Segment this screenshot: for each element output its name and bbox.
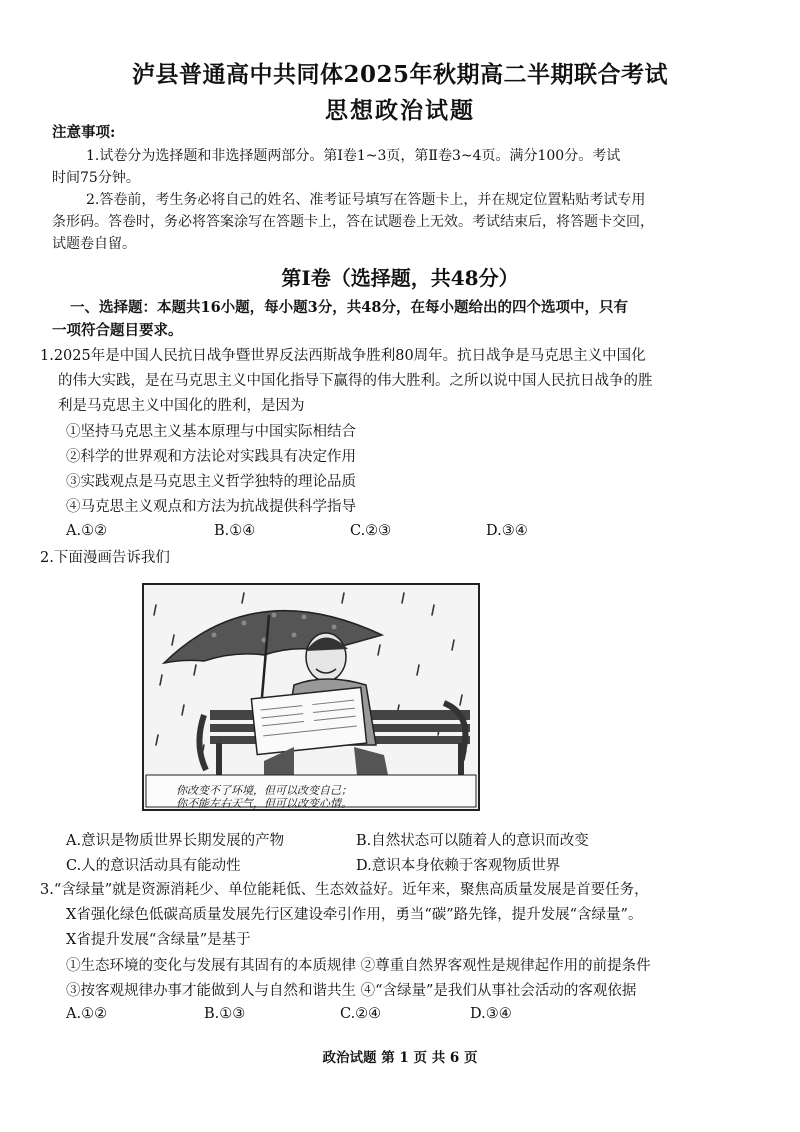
- q2-option-b: B.自然状态可以随着人的意识而改变: [356, 833, 589, 849]
- q1-statement-2: ②科学的世界观和方法论对实践具有决定作用: [66, 449, 356, 465]
- cartoon-image: [142, 583, 480, 811]
- notice-heading: 注意事项:: [52, 124, 116, 141]
- q3-statements-3-4: ③按客观规律办事才能做到人与自然和谐共生 ④“含绿量”是我们从事社会活动的客观依据: [66, 983, 637, 999]
- q1-stem-line-3: 利是马克思主义中国化的胜利，是因为: [58, 398, 305, 414]
- q1-option-c: C.②③: [350, 523, 392, 539]
- q3-stem-line-2: X省强化绿色低碳高质量发展先行区建设牵引作用，勇当“碳”路先锋，提升发展“含绿量”。: [66, 907, 643, 923]
- page-footer: 政治试题 第 1 页 共 6 页: [322, 1050, 478, 1066]
- notice-item-2-line-3: 试题卷自留。: [52, 236, 136, 252]
- cartoon-caption-line-2: 你不能左右天气，但可以改变心情。: [176, 797, 352, 810]
- section-instruction-line-2: 一项符合题目要求。: [52, 322, 183, 339]
- q3-option-d: D.③④: [470, 1006, 512, 1022]
- q1-option-a: A.①②: [66, 523, 108, 539]
- q2-stem: 2.下面漫画告诉我们: [40, 550, 170, 566]
- q3-option-b: B.①③: [204, 1006, 246, 1022]
- cartoon-caption: [176, 784, 352, 810]
- q3-stem-line-1: 3.“含绿量”就是资源消耗少、单位能耗低、生态效益好。近年来，聚焦高质量发展是首要任务，: [40, 882, 649, 898]
- q1-stem-line-1: 1.2025年是中国人民抗日战争暨世界反法西斯战争胜利80周年。抗日战争是马克思主义中国化: [40, 348, 646, 364]
- notice-item-2-line-1: 2.答卷前，考生务必将自己的姓名、准考证号填写在答题卡上，并在规定位置粘贴考试专用: [86, 192, 646, 208]
- q3-option-c: C.②④: [340, 1006, 382, 1022]
- cartoon-drawing: [144, 585, 478, 809]
- q2-option-c: C.人的意识活动具有能动性: [66, 858, 241, 874]
- q1-statement-1: ①坚持马克思主义基本原理与中国实际相结合: [66, 424, 356, 440]
- q1-statement-3: ③实践观点是马克思主义哲学独特的理论品质: [66, 474, 356, 490]
- q3-stem-line-3: X省提升发展“含绿量”是基于: [66, 932, 251, 948]
- exam-title: 泸县普通高中共同体2025年秋期高二半期联合考试: [131, 61, 668, 88]
- q1-option-d: D.③④: [486, 523, 528, 539]
- notice-item-2-line-2: 条形码。答卷时，务必将答案涂写在答题卡上，答在试题卷上无效。考试结束后，将答题卡交回，: [52, 214, 654, 230]
- q2-option-d: D.意识本身依赖于客观物质世界: [356, 858, 561, 874]
- notice-item-1-line-1: 1.试卷分为选择题和非选择题两部分。第Ⅰ卷1~3页，第Ⅱ卷3~4页。满分100分。考试: [86, 148, 621, 164]
- notice-item-1-line-2: 时间75分钟。: [52, 170, 140, 186]
- q1-stem-line-2: 的伟大实践，是在马克思主义中国化指导下赢得的伟大胜利。之所以说中国人民抗日战争的胜: [58, 373, 653, 389]
- cartoon-caption-line-1: 你改变不了环境，但可以改变自己；: [176, 784, 352, 797]
- q3-statements-1-2: ①生态环境的变化与发展有其固有的本质规律 ②尊重自然界客观性是规律起作用的前提条件: [66, 958, 651, 974]
- q2-option-a: A.意识是物质世界长期发展的产物: [66, 833, 285, 849]
- exam-subject-title: 思想政治试题: [325, 97, 475, 124]
- q1-statement-4: ④马克思主义观点和方法为抗战提供科学指导: [66, 499, 356, 515]
- q1-option-b: B.①④: [214, 523, 256, 539]
- section-title: 第Ⅰ卷（选择题，共48分）: [281, 266, 519, 290]
- section-instruction-line-1: 一、选择题：本题共16小题，每小题3分，共48分，在每小题给出的四个选项中，只有: [70, 299, 628, 316]
- q3-option-a: A.①②: [66, 1006, 108, 1022]
